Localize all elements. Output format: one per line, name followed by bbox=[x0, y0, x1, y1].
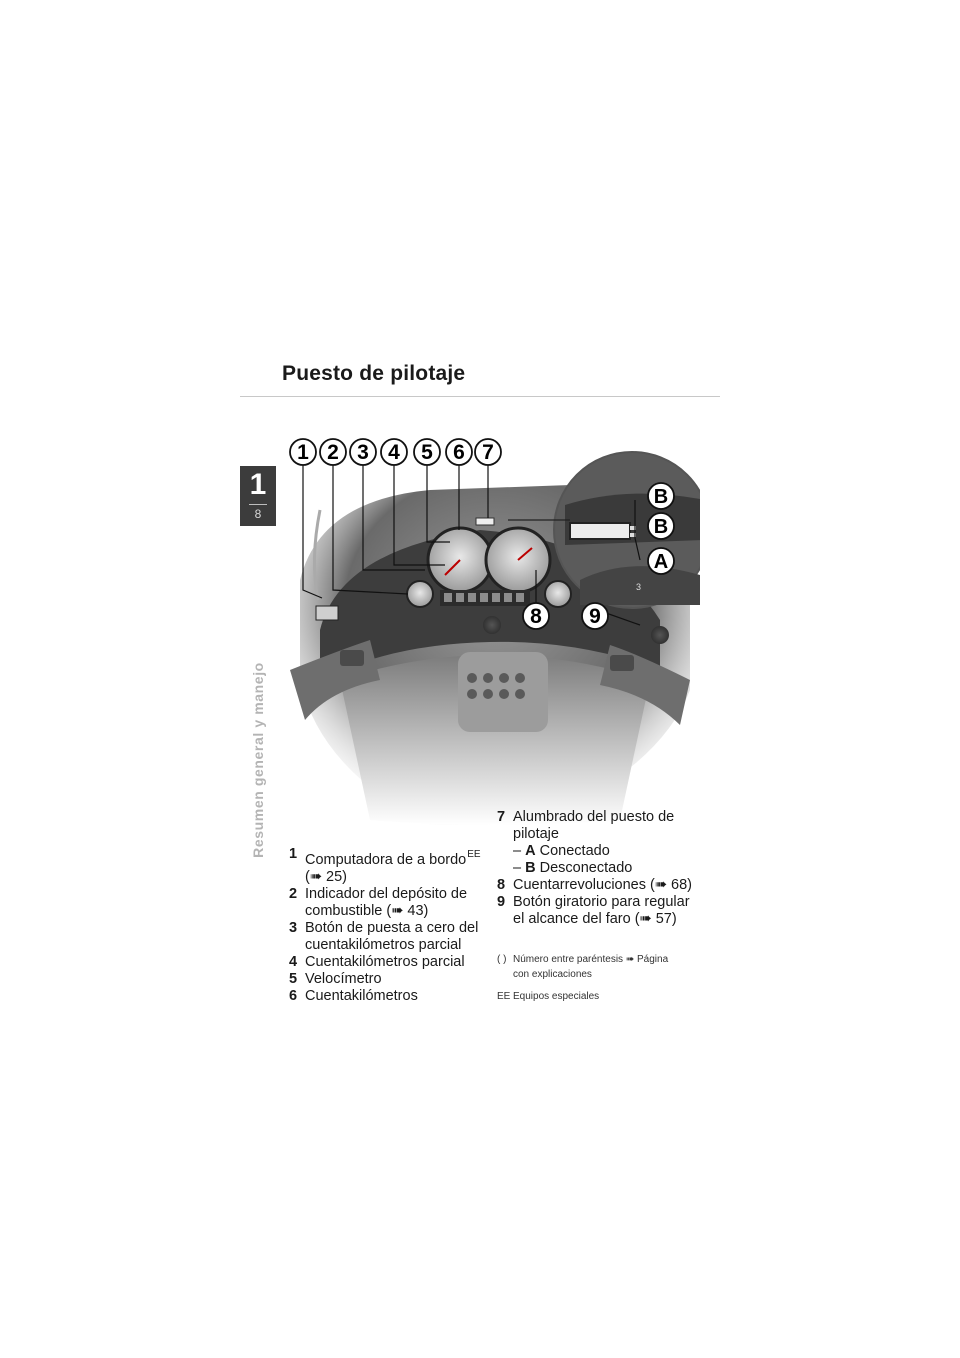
note-marker: EE bbox=[497, 991, 511, 1002]
legend-text: Cuentarrevoluciones (➠ 68) bbox=[513, 877, 692, 893]
legend-number: 9 bbox=[497, 894, 506, 910]
title-divider bbox=[240, 396, 720, 397]
legend-right bbox=[497, 809, 707, 928]
legend-text: Cuentakilómetros bbox=[305, 988, 418, 1004]
legend-text-line2: pilotaje bbox=[513, 826, 559, 842]
sub-letter: B bbox=[525, 860, 536, 876]
sub-letter: A bbox=[525, 843, 536, 859]
legend-left bbox=[289, 846, 489, 1005]
dash: – bbox=[513, 860, 522, 876]
inset-callouts bbox=[648, 483, 674, 574]
legend-text-line2: combustible (➠ 43) bbox=[305, 903, 429, 919]
inset-callout-a: A bbox=[653, 551, 669, 573]
legend-text: Cuentakilómetros parcial bbox=[305, 954, 465, 970]
legend-text: Computadora de a bordo bbox=[305, 852, 467, 868]
legend-text: Botón giratorio para regular bbox=[513, 894, 690, 910]
legend-item-6 bbox=[289, 988, 489, 1005]
legend-item-9 bbox=[497, 894, 707, 928]
legend-number: 7 bbox=[497, 809, 506, 825]
note-text: Número entre paréntesis ➠ Página bbox=[513, 954, 669, 965]
legend-item-4 bbox=[289, 954, 489, 971]
legend-text-line2: el alcance del faro (➠ 57) bbox=[513, 911, 677, 927]
chapter-tab bbox=[240, 466, 276, 526]
note-special-equipment bbox=[497, 989, 668, 1004]
ee-marker: EE bbox=[467, 849, 481, 860]
callout-3: 3 bbox=[357, 441, 369, 464]
legend-text-line2: (➠ 25) bbox=[305, 869, 347, 885]
note-page-reference bbox=[497, 952, 668, 982]
legend-subitem-a bbox=[497, 843, 707, 860]
cockpit-photo bbox=[280, 430, 700, 830]
legend-text: Alumbrado del puesto de bbox=[513, 809, 675, 825]
legend-number: 3 bbox=[289, 920, 298, 936]
note-text: Equipos especiales bbox=[513, 991, 600, 1002]
legend-item-2 bbox=[289, 886, 489, 920]
legend-number: 2 bbox=[289, 886, 298, 902]
legend-number: 4 bbox=[289, 954, 298, 970]
legend-number: 8 bbox=[497, 877, 506, 893]
legend-item-3 bbox=[289, 920, 489, 954]
legend-number: 6 bbox=[289, 988, 298, 1004]
footnotes bbox=[497, 952, 668, 1011]
callout-6: 6 bbox=[453, 441, 465, 464]
callout-2: 2 bbox=[327, 441, 339, 464]
legend-text: Velocímetro bbox=[305, 971, 382, 987]
callout-4: 4 bbox=[388, 441, 400, 464]
legend-item-7 bbox=[497, 809, 707, 843]
note-text-line2: con explicaciones bbox=[513, 969, 592, 980]
legend-number: 1 bbox=[289, 846, 298, 862]
legend-item-5 bbox=[289, 971, 489, 988]
legend-text: Botón de puesta a cero del bbox=[305, 920, 479, 936]
legend-number: 5 bbox=[289, 971, 298, 987]
callout-row-top bbox=[290, 439, 501, 465]
dash: – bbox=[513, 843, 522, 859]
inset-gauge-digit: 3 bbox=[636, 582, 642, 592]
page-number: 8 bbox=[254, 507, 262, 521]
side-chapter-label: Resumen general y manejo bbox=[250, 662, 266, 858]
sub-text: Desconectado bbox=[539, 860, 633, 876]
callout-5: 5 bbox=[421, 441, 433, 464]
legend-item-1 bbox=[289, 846, 489, 886]
callout-1: 1 bbox=[297, 441, 309, 464]
page-title: Puesto de pilotaje bbox=[282, 362, 466, 385]
legend-text-line2: cuentakilómetros parcial bbox=[305, 937, 462, 953]
callout-8: 8 bbox=[530, 605, 542, 628]
chapter-number: 1 bbox=[249, 468, 267, 501]
inset-callout-b1: B bbox=[653, 486, 669, 508]
legend-text: Indicador del depósito de bbox=[305, 886, 468, 902]
sub-text: Conectado bbox=[539, 843, 610, 859]
legend-subitem-b bbox=[497, 860, 707, 877]
note-marker: ( ) bbox=[497, 954, 507, 965]
callout-7: 7 bbox=[482, 441, 494, 464]
legend-item-8 bbox=[497, 877, 707, 894]
inset-callout-b2: B bbox=[653, 516, 669, 538]
chapter-divider bbox=[249, 504, 267, 505]
callout-9: 9 bbox=[589, 605, 601, 628]
